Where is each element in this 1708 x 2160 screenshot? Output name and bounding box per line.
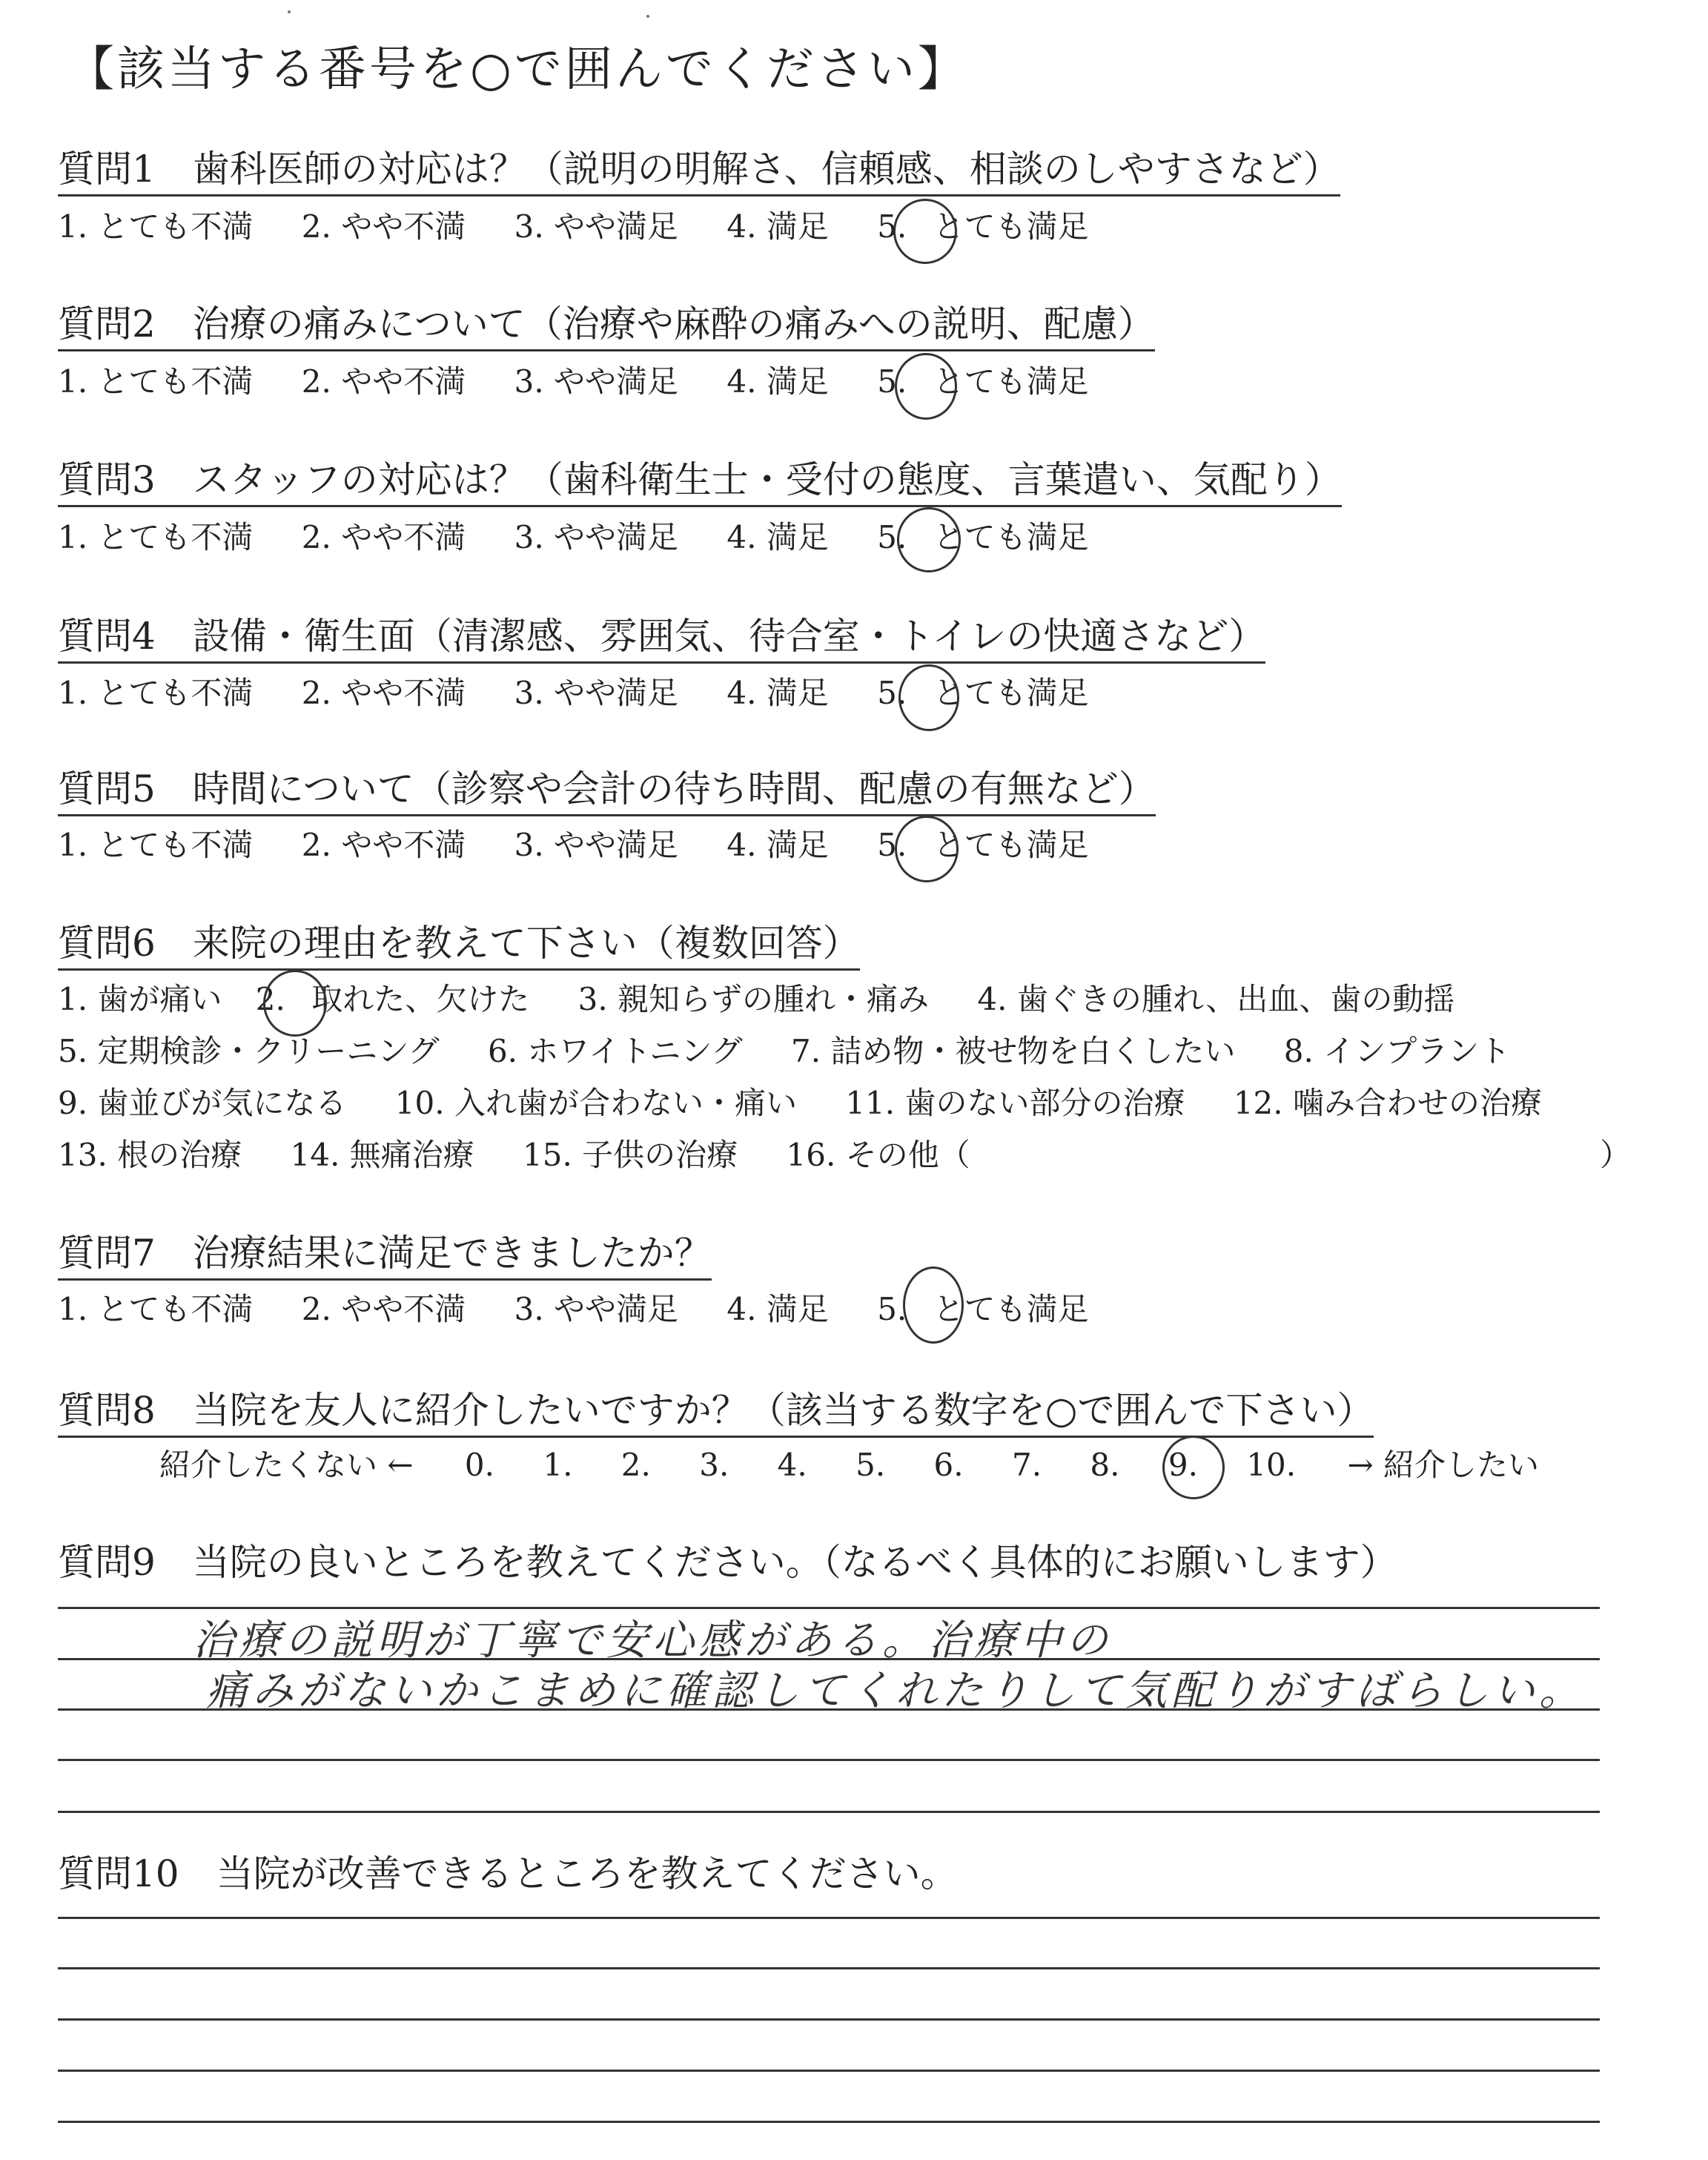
q4-option-1[interactable]: 1. とても不満 — [58, 675, 254, 711]
q3-option-5-label: とても満足 — [933, 519, 1089, 555]
question-5-title: 質問5 時間について（診察や会計の待ち時間、配慮の有無など） — [58, 765, 1156, 816]
q2-option-1[interactable]: 1. とても不満 — [58, 363, 254, 400]
q6-option-9[interactable]: 9. 歯並びが気になる — [58, 1085, 347, 1121]
q1-option-5-label: とても満足 — [933, 208, 1089, 245]
q8-score-6[interactable]: 6. — [933, 1447, 964, 1483]
q4-option-5[interactable]: 5. — [877, 675, 907, 711]
q7-option-3[interactable]: 3. やや満足 — [514, 1291, 679, 1327]
question-6-row-3 — [58, 1083, 1542, 1124]
q8-score-2[interactable]: 2. — [620, 1447, 651, 1483]
q2-option-5-label: とても満足 — [933, 363, 1089, 400]
q10-answer-line-1 — [58, 1917, 1600, 1919]
q6-option-16[interactable]: 16. その他（ — [786, 1137, 970, 1173]
q2-option-5[interactable]: 5. — [877, 363, 907, 400]
question-6-title: 質問6 来院の理由を教えて下さい（複数回答） — [58, 919, 860, 971]
question-10-title: 質問10 当院が改善できるところを教えてください。 — [58, 1852, 958, 1895]
q3-option-5[interactable]: 5. — [877, 519, 907, 555]
q6-option-11[interactable]: 11. 歯のない部分の治療 — [845, 1085, 1185, 1121]
question-3-title: 質問3 スタッフの対応は？（歯科衛生士・受付の態度、言葉遣い、気配り） — [58, 456, 1342, 507]
question-8-title: 質問8 当院を友人に紹介したいですか？（該当する数字を○で囲んで下さい） — [58, 1387, 1374, 1438]
question-8-scale — [159, 1444, 1539, 1486]
q5-option-3[interactable]: 3. やや満足 — [514, 827, 679, 863]
q1-option-5[interactable]: 5. — [877, 208, 907, 245]
q10-answer-line-5 — [58, 2121, 1600, 2123]
q8-score-0[interactable]: 0. — [464, 1447, 494, 1483]
q6-option-14[interactable]: 14. 無痛治療 — [290, 1137, 474, 1173]
q10-answer-line-2 — [58, 1967, 1600, 1969]
question-1-title: 質問1 歯科医師の対応は？（説明の明解さ、信頼感、相談のしやすさなど） — [58, 145, 1340, 196]
q8-score-8[interactable]: 8. — [1090, 1447, 1120, 1483]
question-7-options — [58, 1289, 1089, 1330]
q8-left-label: 紹介したくない ← — [159, 1447, 414, 1483]
q6-option-10[interactable]: 10. 入れ歯が合わない・痛い — [394, 1085, 797, 1121]
q8-score-9[interactable]: 9. — [1168, 1447, 1198, 1483]
q7-option-5[interactable]: 5. — [877, 1291, 907, 1327]
q2-option-2[interactable]: 2. やや不満 — [301, 363, 466, 400]
question-2-options — [58, 361, 1089, 403]
question-7-title: 質問7 治療結果に満足できましたか？ — [58, 1229, 712, 1281]
question-4-title: 質問4 設備・衛生面（清潔感、雰囲気、待合室・トイレの快適さなど） — [58, 612, 1265, 664]
q4-option-4[interactable]: 4. 満足 — [726, 675, 829, 711]
q6-option-15[interactable]: 15. 子供の治療 — [523, 1137, 738, 1173]
q6-option-5[interactable]: 5. 定期検診・クリーニング — [58, 1033, 440, 1069]
q7-option-1[interactable]: 1. とても不満 — [58, 1291, 254, 1327]
q5-option-4[interactable]: 4. 満足 — [726, 827, 829, 863]
q6-option-8[interactable]: 8. インプラント — [1283, 1033, 1511, 1069]
q2-option-3[interactable]: 3. やや満足 — [514, 363, 679, 400]
instruction-header: 【該当する番号を○で囲んでください】 — [67, 42, 968, 97]
q8-score-10[interactable]: 10. — [1246, 1447, 1297, 1483]
q8-score-1[interactable]: 1. — [543, 1447, 573, 1483]
q7-option-5-label: とても満足 — [933, 1291, 1089, 1327]
q6-other-close-paren: ） — [1600, 1137, 1632, 1173]
question-1-options — [58, 206, 1089, 248]
question-6-row-1 — [58, 979, 1454, 1020]
q8-score-3[interactable]: 3. — [699, 1447, 729, 1483]
q5-option-5[interactable]: 5. — [877, 827, 907, 863]
question-4-options — [58, 673, 1089, 714]
q3-option-4[interactable]: 4. 満足 — [726, 519, 829, 555]
q1-option-4[interactable]: 4. 満足 — [726, 208, 829, 245]
scan-speck — [646, 15, 649, 18]
question-2-title: 質問2 治療の痛みについて（治療や麻酔の痛みへの説明、配慮） — [58, 300, 1155, 351]
q6-option-13[interactable]: 13. 根の治療 — [58, 1137, 242, 1173]
q6-option-6[interactable]: 6. ホワイトニング — [487, 1033, 743, 1069]
q9-handwritten-answer-line-1: 治療の説明が丁寧で安心感がある。治療中の — [193, 1616, 1112, 1665]
q3-option-2[interactable]: 2. やや不満 — [301, 519, 466, 555]
q1-option-2[interactable]: 2. やや不満 — [301, 208, 466, 245]
q7-option-4[interactable]: 4. 満足 — [726, 1291, 829, 1327]
q6-option-12[interactable]: 12. 噛み合わせの治療 — [1233, 1085, 1542, 1121]
q9-handwritten-answer-line-2: 痛みがないかこまめに確認してくれたりして気配りがすばらしい。 — [206, 1667, 1585, 1715]
q9-answer-line-4 — [58, 1759, 1600, 1761]
q7-option-2[interactable]: 2. やや不満 — [301, 1291, 466, 1327]
q5-option-1[interactable]: 1. とても不満 — [58, 827, 254, 863]
question-6-row-4 — [58, 1135, 1632, 1176]
q6-option-4[interactable]: 4. 歯ぐきの腫れ、出血、歯の動揺 — [977, 981, 1455, 1017]
q8-score-7[interactable]: 7. — [1011, 1447, 1042, 1483]
q1-option-1[interactable]: 1. とても不満 — [58, 208, 254, 245]
q4-option-3[interactable]: 3. やや満足 — [514, 675, 679, 711]
q6-option-7[interactable]: 7. 詰め物・被せ物を白くしたい — [790, 1033, 1236, 1069]
scan-speck — [288, 10, 291, 13]
q6-option-3[interactable]: 3. 親知らずの腫れ・痛み — [577, 981, 930, 1017]
q3-option-3[interactable]: 3. やや満足 — [514, 519, 679, 555]
q8-score-4[interactable]: 4. — [777, 1447, 807, 1483]
q6-option-2-label: 取れた、欠けた — [311, 981, 530, 1017]
q6-option-2[interactable]: 2. — [255, 981, 285, 1017]
q5-option-5-label: とても満足 — [933, 827, 1089, 863]
q4-option-2[interactable]: 2. やや不満 — [301, 675, 466, 711]
q5-option-2[interactable]: 2. やや不満 — [301, 827, 466, 863]
question-3-options — [58, 517, 1089, 558]
q8-score-5[interactable]: 5. — [855, 1447, 886, 1483]
q4-option-5-label: とても満足 — [933, 675, 1089, 711]
q6-option-1[interactable]: 1. 歯が痛い — [58, 981, 222, 1017]
q3-option-1[interactable]: 1. とても不満 — [58, 519, 254, 555]
q8-right-label: → 紹介したい — [1347, 1447, 1539, 1483]
q10-answer-line-4 — [58, 2070, 1600, 2072]
q2-option-4[interactable]: 4. 満足 — [726, 363, 829, 400]
question-5-options — [58, 825, 1089, 866]
q10-answer-line-3 — [58, 2018, 1600, 2021]
q1-option-3[interactable]: 3. やや満足 — [514, 208, 679, 245]
q9-answer-line-5 — [58, 1811, 1600, 1813]
question-6-row-2 — [58, 1031, 1510, 1072]
question-9-title: 質問9 当院の良いところを教えてください。（なるべく具体的にお願いします） — [58, 1541, 1397, 1584]
